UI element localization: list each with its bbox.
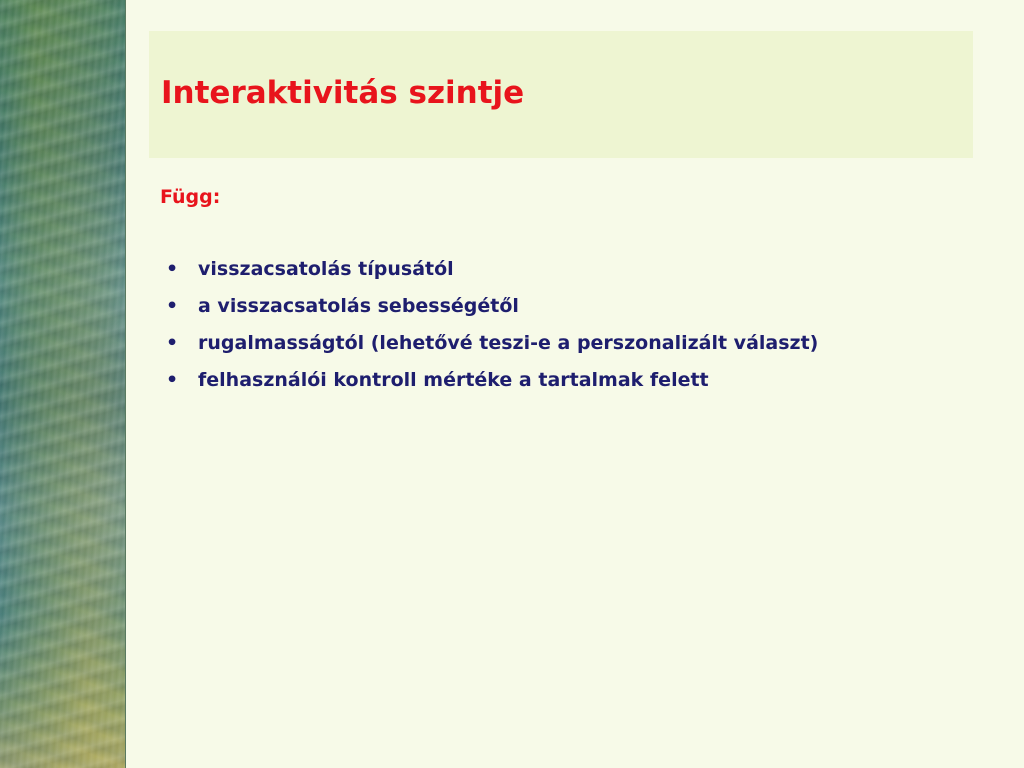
slide-content [160,183,980,404]
bullet-marker: • [166,332,179,354]
bullet-marker: • [166,258,179,280]
bullet-item [160,256,980,283]
slide-title: Interaktivitás szintje [161,75,525,111]
bullet-marker: • [166,369,179,391]
bullet-item [160,330,980,357]
bullet-text: a visszacsatolás sebességétől [198,295,519,317]
bullet-marker: • [166,295,179,317]
bullet-text: felhasználói kontroll mértéke a tartalmak felett [198,369,709,391]
lead-text: Függ: [160,186,221,208]
bullet-text: visszacsatolás típusától [198,258,454,280]
decorative-texture-strip [0,0,126,768]
bullet-list [160,256,980,394]
title-box [149,31,973,158]
bullet-item [160,367,980,394]
bullet-text: rugalmasságtól (lehetővé teszi-e a perszonalizált választ) [198,332,819,354]
bullet-item [160,293,980,320]
